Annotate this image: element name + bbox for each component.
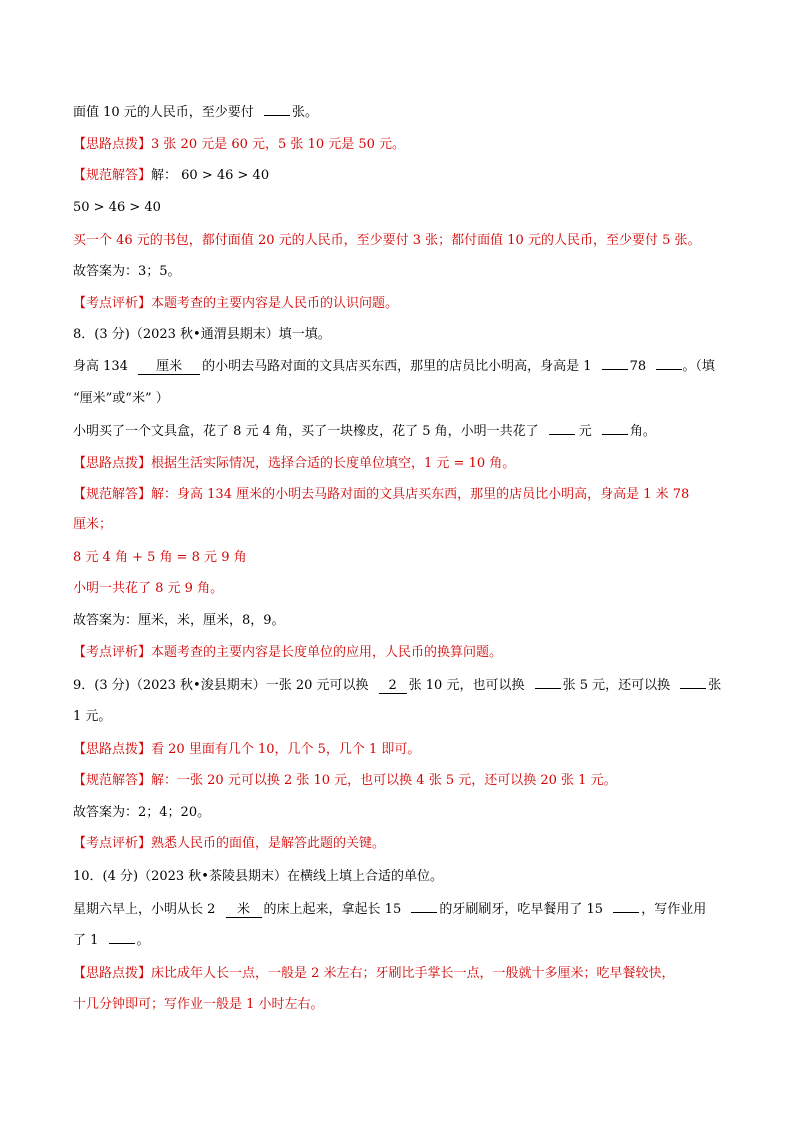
- answer-blank: [602, 434, 628, 435]
- text: 面值 10 元的人民币，至少要付: [73, 105, 254, 120]
- text: 张 10 元，也可以换: [408, 678, 525, 693]
- solution-tag: 【规范解答】: [73, 487, 152, 502]
- text: 身高 134: [73, 359, 128, 374]
- explanation-line: 买一个 46 元的书包，都付面值 20 元的人民币，至少要付 3 张；都付面值 10 元的人民币，至少要付 5 张。: [73, 233, 701, 248]
- question-8-heading: 8．(3 分)（2023 秋•通渭县期末）填一填。: [73, 327, 331, 342]
- solution-line: [73, 772, 617, 790]
- answer-blank: [264, 115, 290, 116]
- hint-tag: 【思路点拨】: [73, 742, 152, 757]
- solution-continuation: 厘米；: [73, 517, 113, 532]
- text: 元: [578, 424, 592, 439]
- solution-tag: 【规范解答】: [73, 168, 152, 183]
- solution-tag: 【规范解答】: [73, 773, 152, 788]
- text: ，写作业用: [641, 902, 707, 917]
- analysis-line: [73, 835, 385, 853]
- answer-blank: [109, 943, 135, 944]
- solution-text: 解： 60 > 46 > 40: [151, 168, 270, 183]
- hint-line: [73, 455, 515, 473]
- hint-continuation: 十几分钟即可；写作业一般是 1 小时左右。: [73, 997, 324, 1012]
- answer-blank: 厘米: [138, 360, 200, 375]
- analysis-line: [73, 644, 502, 662]
- hint-tag: 【思路点拨】: [73, 137, 152, 152]
- analysis-line: [73, 295, 398, 313]
- text: 星期六早上，小明从长 2: [73, 902, 216, 917]
- question-10-line-2: [73, 932, 150, 950]
- text: 张 5 元，还可以换: [562, 678, 671, 693]
- question-10-line-1: [73, 901, 706, 919]
- text: 张: [708, 678, 722, 693]
- answer-blank: [602, 369, 628, 370]
- text: 的牙刷刷牙，吃早餐用了 15: [439, 902, 604, 917]
- question-8-line-1: [73, 358, 715, 376]
- text: 9．(3 分)（2023 秋•浚县期末）一张 20 元可以换: [73, 678, 369, 693]
- text: 了 1: [73, 933, 99, 948]
- hint-text: 3 张 20 元是 60 元，5 张 10 元是 50 元。: [151, 137, 406, 152]
- analysis-tag: 【考点评析】: [73, 836, 152, 851]
- explanation-line: 小明一共花了 8 元 9 角。: [73, 581, 224, 596]
- solution-text: 解：一张 20 元可以换 2 张 10 元，也可以换 4 张 5 元，还可以换 20 张 1 元。: [151, 773, 617, 788]
- answer-blank: [535, 688, 561, 689]
- analysis-text: 熟悉人民币的面值，是解答此题的关键。: [151, 836, 386, 851]
- text: 张。: [291, 105, 318, 120]
- answer-line: 故答案为：厘米，米，厘米，8，9。: [73, 613, 285, 628]
- hint-line: [73, 136, 405, 154]
- hint-line: [73, 741, 420, 759]
- answer-blank: 米: [226, 903, 262, 918]
- analysis-tag: 【考点评析】: [73, 296, 152, 311]
- answer-blank: [549, 434, 575, 435]
- answer-blank: [656, 369, 682, 370]
- text: 角。: [629, 424, 656, 439]
- question-9-line-2: 1 元。: [73, 709, 112, 724]
- text: 78: [629, 359, 647, 374]
- solution-text: 解：身高 134 厘米的小明去马路对面的文具店买东西，那里的店员比小明高，身高是 1 米 78: [151, 487, 690, 502]
- solution-line: [73, 486, 689, 504]
- answer-line: 故答案为：3；5。: [73, 264, 181, 279]
- question-10-heading: 10．(4 分)（2023 秋•茶陵县期末）在横线上填上合适的单位。: [73, 869, 443, 884]
- analysis-text: 本题考查的主要内容是人民币的认识问题。: [151, 296, 399, 311]
- answer-line: 故答案为：2；4；20。: [73, 805, 211, 820]
- text: 的小明去马路对面的文具店买东西，那里的店员比小明高，身高是 1: [202, 359, 592, 374]
- hint-line: [73, 965, 675, 983]
- question-9-line-1: [73, 677, 721, 695]
- math-line: 50 > 46 > 40: [73, 200, 161, 215]
- text: 的床上起来，拿起长 15: [263, 902, 402, 917]
- analysis-tag: 【考点评析】: [73, 645, 152, 660]
- hint-tag: 【思路点拨】: [73, 456, 152, 471]
- solution-line: [73, 167, 269, 185]
- question-8-line-2: “厘米”或“米” ）: [73, 391, 169, 406]
- answer-blank: [411, 912, 437, 913]
- answer-blank: [613, 912, 639, 913]
- answer-blank: [680, 688, 706, 689]
- math-line: 8 元 4 角 + 5 角 = 8 元 9 角: [73, 550, 247, 565]
- text-line: [73, 104, 318, 122]
- text: 。（填: [682, 359, 715, 374]
- hint-text: 看 20 里面有几个 10，几个 5，几个 1 即可。: [151, 742, 421, 757]
- question-8-line-3: [73, 423, 656, 441]
- hint-text: 根据生活实际情况，选择合适的长度单位填空，1 元 = 10 角。: [151, 456, 516, 471]
- hint-tag: 【思路点拨】: [73, 966, 152, 981]
- hint-text: 床比成年人长一点，一般是 2 米左右；牙刷比手掌长一点，一般就十多厘米；吃早餐较快，: [151, 966, 675, 981]
- answer-blank: 2: [379, 679, 407, 694]
- text: 小明买了一个文具盒，花了 8 元 4 角，买了一块橡皮，花了 5 角，小明一共花了: [73, 424, 539, 439]
- analysis-text: 本题考查的主要内容是长度单位的应用，人民币的换算问题。: [151, 645, 503, 660]
- text: 。: [136, 933, 150, 948]
